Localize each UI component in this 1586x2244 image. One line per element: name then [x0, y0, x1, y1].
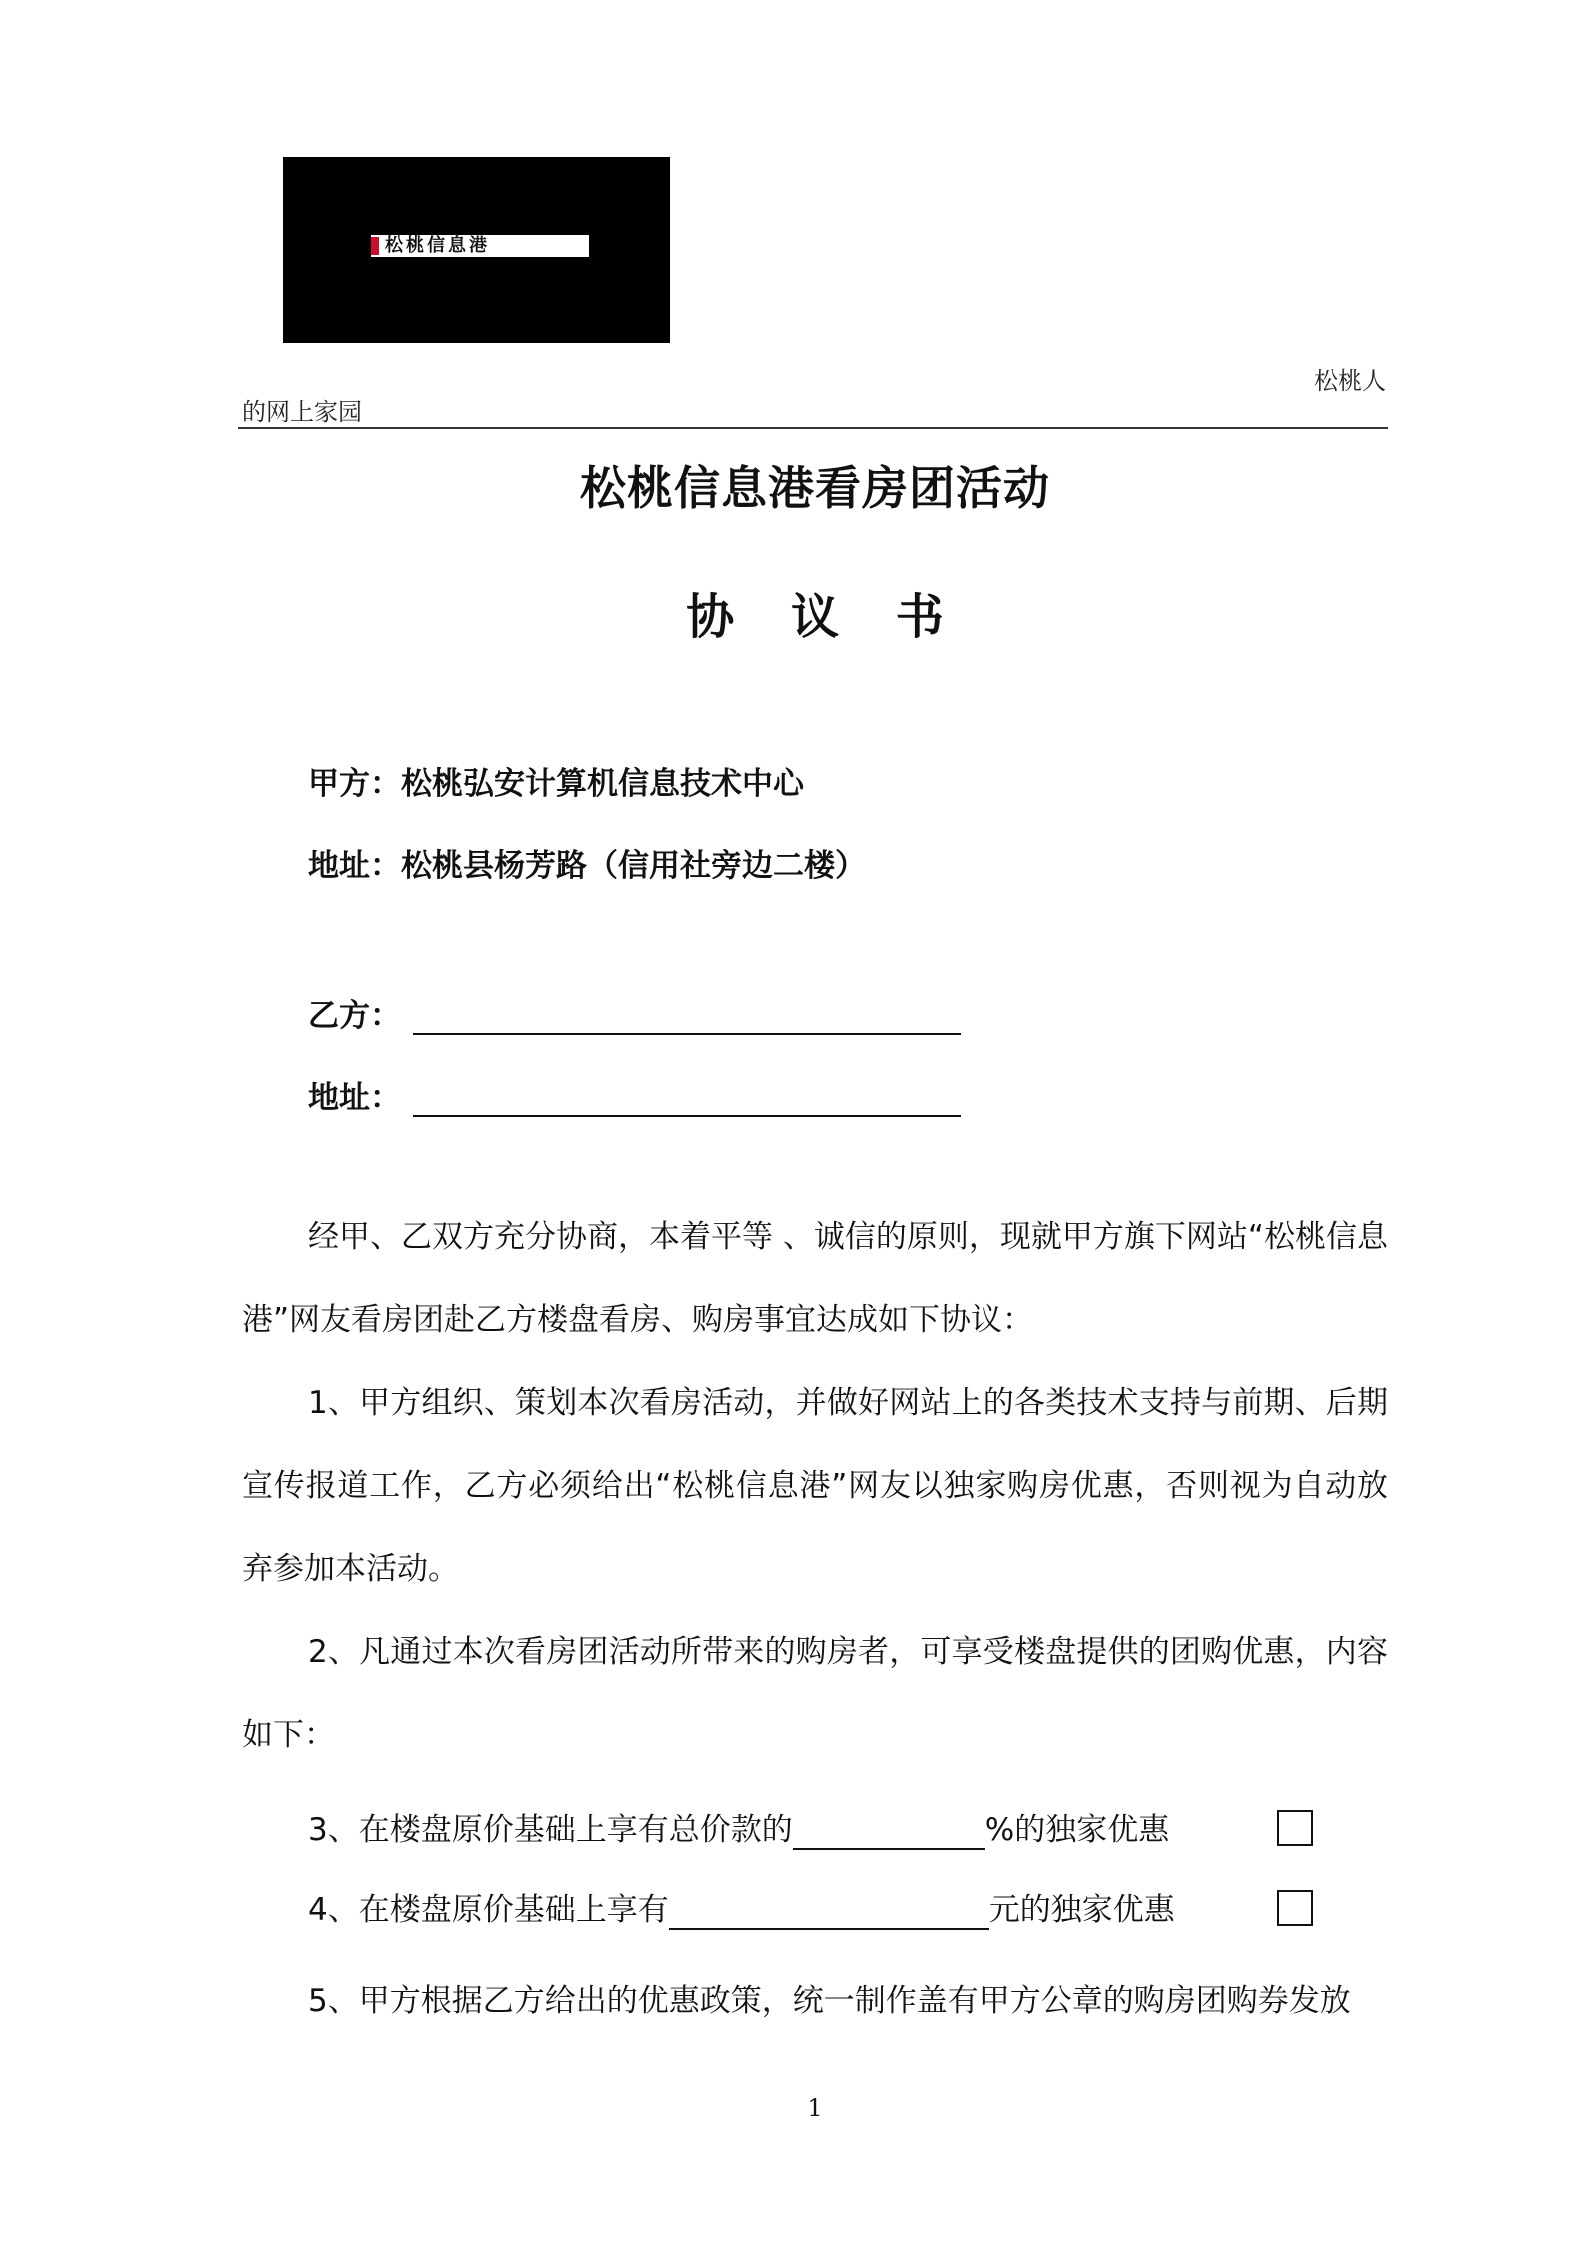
clause-4-checkbox[interactable]	[1277, 1890, 1313, 1926]
party-a-address: 松桃县杨芳路（信用社旁边二楼）	[401, 848, 866, 884]
document-subtitle: 协 议 书	[686, 589, 944, 645]
clause-4-amount-field[interactable]	[669, 1894, 989, 1930]
logo-mark-icon	[371, 237, 379, 255]
header-right-text: 松桃人	[1314, 367, 1386, 395]
clause-4-option	[308, 1890, 1175, 1930]
logo-text	[371, 235, 589, 257]
clause-3-checkbox[interactable]	[1277, 1810, 1313, 1846]
clause-5-paragraph: 5、甲方根据乙方给出的优惠政策，统一制作盖有甲方公章的购房团购券发放	[308, 1983, 1351, 2019]
party-b-name-label: 乙方：	[308, 998, 401, 1034]
clause-4-suffix: 元的独家优惠	[988, 1892, 1175, 1928]
clause-4-prefix: 4、在楼盘原价基础上享有	[308, 1892, 669, 1928]
clause-3-prefix: 3、在楼盘原价基础上享有总价款的	[308, 1812, 793, 1848]
header-left-text: 的网上家园	[242, 398, 362, 426]
clause-3-percent-field[interactable]	[793, 1814, 985, 1850]
intro-paragraph: 经甲、乙双方充分协商，本着平等 、诚信的原则，现就甲方旗下网站“松桃信息港”网友看房团赴乙方楼盘看房、购房事宜达成如下协议：	[242, 1219, 1388, 1338]
party-a-address-label: 地址：	[308, 848, 401, 884]
document-title: 松桃信息港看房团活动	[580, 461, 1050, 515]
page-number: 1	[807, 2094, 823, 2122]
party-b-address-field[interactable]	[413, 1085, 961, 1117]
party-b-address-line	[308, 1072, 961, 1117]
party-b-name-line	[308, 990, 961, 1035]
clause-3-option	[308, 1810, 1169, 1850]
clause-2-paragraph: 2、凡通过本次看房团活动所带来的购房者，可享受楼盘提供的团购优惠，内容如下：	[242, 1634, 1388, 1753]
logo-label: 松桃信息港	[385, 235, 490, 256]
clause-1-paragraph: 1、甲方组织、策划本次看房活动，并做好网站上的各类技术支持与前期、后期宣传报道工作，乙方必须给出“松桃信息港”网友以独家购房优惠，否则视为自动放弃参加本活动。	[242, 1385, 1388, 1587]
party-a-name-line	[308, 758, 804, 803]
party-b-name-field[interactable]	[413, 1003, 961, 1035]
party-a-name-label: 甲方：	[308, 766, 401, 802]
party-a-name: 松桃弘安计算机信息技术中心	[401, 766, 804, 802]
clause-3-suffix: %的独家优惠	[984, 1812, 1170, 1848]
header-divider	[238, 427, 1388, 429]
party-a-address-line	[308, 840, 866, 885]
party-b-address-label: 地址：	[308, 1080, 401, 1116]
header-logo	[283, 157, 670, 343]
